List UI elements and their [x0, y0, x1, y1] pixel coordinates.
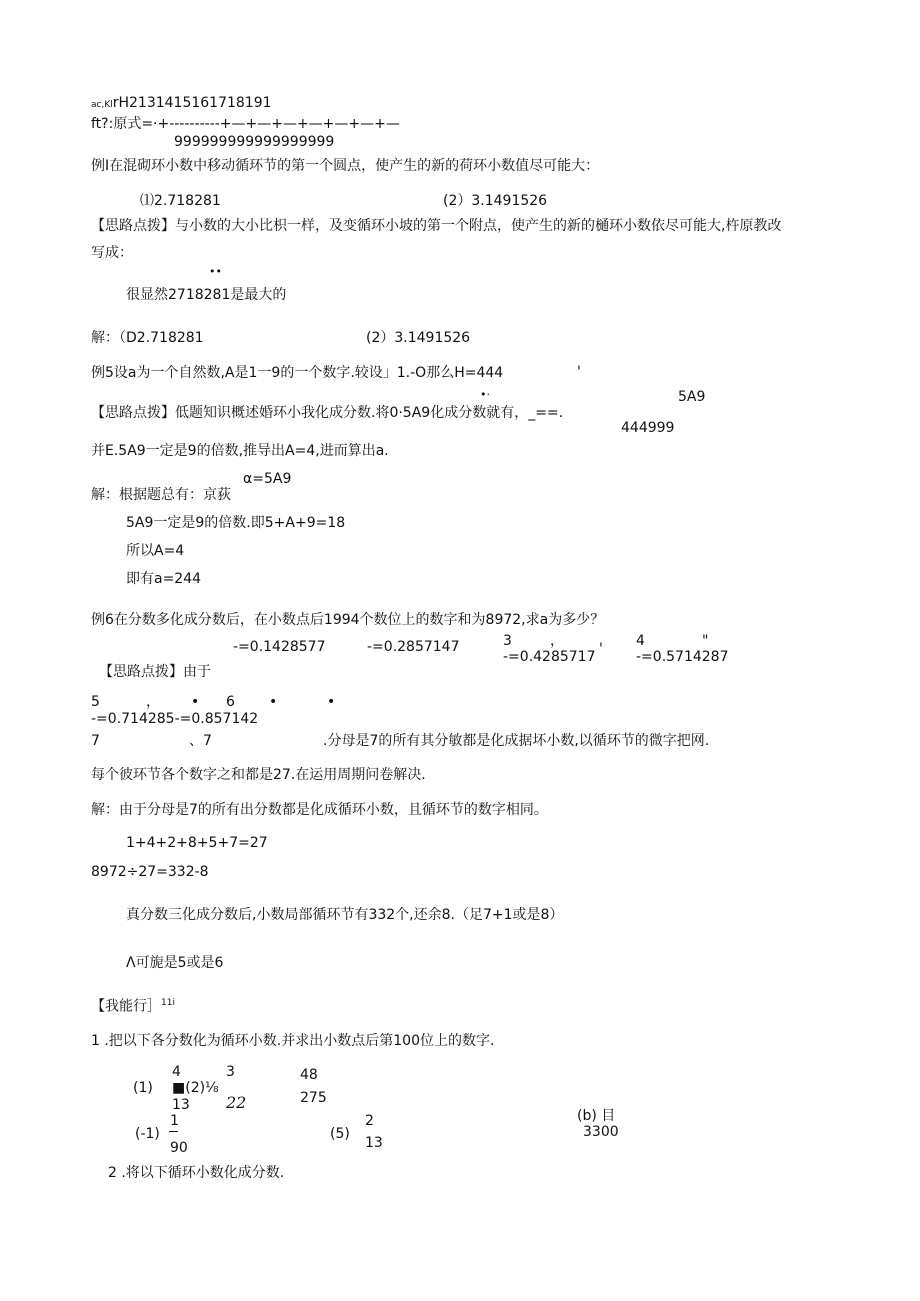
problem-1-numerator: 4: [172, 1064, 181, 1080]
formula-line: ft?:原式=·+----------+—+—+—+—+—+—+—: [91, 116, 400, 132]
fraction-3-7: -=0.4285717: [503, 649, 596, 665]
problem-m1-fraction-bar: [169, 1131, 178, 1132]
hint-1-line-a: 【思路点拨】与小数的大小比枳一样，及变循环小坡的第一个附点，使产生的新的樋环小数依尽可能大,杵原教改: [91, 218, 782, 234]
fraction-5-comma: ，: [146, 694, 160, 710]
nines-line: 999999999999999999: [174, 134, 335, 150]
problem-1-middle: ■(2)⅛: [172, 1080, 219, 1096]
example-6-title: 例6在分数多化成分数后，在小数点后1994个数位上的数字和为8972,求a为多少？: [91, 612, 605, 628]
solution-2-heading: 解：根据题总有：京荻: [91, 487, 231, 503]
possible-answer: Λ可旎是5或是6: [126, 955, 224, 971]
fraction-4-7: -=0.5714287: [636, 649, 729, 665]
denominator-explanation: .分母是7的所有其分敏都是化成据坏小数,以循环节的微字把网.: [323, 733, 710, 749]
problem-5-label: (5): [330, 1126, 350, 1142]
fraction-6-dot-b: •: [327, 694, 336, 710]
problem-m1-label: (-1): [135, 1126, 160, 1142]
fraction-444999-denominator: 444999: [621, 420, 675, 436]
hint-3: 【思路点拨】由于: [99, 664, 211, 680]
fraction-5-denominator: 7: [91, 733, 100, 749]
can-do-superscript: 11i: [161, 998, 175, 1008]
fraction-4-marks: ": [702, 633, 709, 649]
fraction-5-dot: •: [191, 694, 200, 710]
problem-5-numerator: 2: [365, 1113, 374, 1129]
proper-fraction-note: 真分数三化成分数后,小数局部循环节有332个,还余8.（足7+1或是8）: [126, 907, 564, 923]
can-do-heading: [91, 998, 175, 1015]
deduction-line: 并E.5A9一定是9的倍数,推导出A=4,进而算出a.: [91, 443, 389, 459]
example-5-title: 例5设a为一个自然数,A是1一9的一个数字.较设」1.-O那么H=444: [91, 365, 504, 381]
problem-6-denominator: 3300: [583, 1124, 619, 1140]
solution-2-step-3: 即有a=244: [126, 571, 202, 587]
cycle-sum-note: 每个彼环节各个数字之和都是27.在运用周期问卷解决.: [91, 767, 426, 783]
problem-5-denominator: 13: [365, 1135, 383, 1151]
fraction-4-numerator: 4: [636, 633, 645, 649]
recurring-dots-1: ••: [209, 265, 222, 278]
can-do-label: 【我能行］: [91, 998, 161, 1015]
fraction-3-comma: ，: [550, 633, 564, 649]
solution-2-step-2: 所以A=4: [126, 543, 185, 559]
solution-1-a: 解：（D2.718281: [91, 330, 204, 346]
header-line-digits: rH2131415161718191: [112, 95, 272, 111]
fraction-5-6-values: -=0.714285-=0.857142: [91, 711, 259, 727]
fraction-3-tick: ': [599, 641, 603, 657]
problem-4-denominator: 275: [300, 1090, 327, 1106]
question-2: 2 .将以下循环小数化成分数.: [108, 1165, 285, 1181]
solution-1-b: (2）3.1491526: [366, 330, 471, 346]
recurring-dots-2: •·: [480, 388, 490, 401]
fraction-6-denominator: 、7: [189, 733, 212, 749]
example-move-item-2: (2）3.1491526: [443, 193, 548, 209]
problem-m1-numerator: 1: [170, 1113, 179, 1129]
fraction-6-dot-a: •: [269, 694, 278, 710]
division: 8972÷27=332-8: [91, 864, 209, 880]
fraction-5a9-numerator: 5A9: [678, 389, 706, 405]
alpha-expression: α=5A9: [243, 471, 292, 487]
fraction-6-numerator: 6: [226, 694, 235, 710]
digit-sum: 1+4+2+8+5+7=27: [126, 835, 268, 851]
example-move-item-1: ⑴2.718281: [140, 193, 221, 209]
solution-3-heading: 解：由于分母是7的所有出分数都是化成循环小数，且循环节的数字相同。: [91, 802, 548, 818]
fraction-5-numerator: 5: [91, 694, 100, 710]
problem-3-numerator: 3: [226, 1064, 235, 1080]
fraction-1-7: -=0.1428577: [233, 639, 326, 655]
problem-4-numerator: 48: [300, 1067, 318, 1083]
question-1: 1 .把以下各分数化为循环小数.并求出小数点后第100位上的数字.: [91, 1033, 495, 1049]
problem-m1-denominator: 90: [170, 1140, 188, 1156]
fraction-3-numerator: 3: [503, 633, 512, 649]
example-5-tick: ': [577, 364, 581, 380]
example-move-title: 例I在混砌环小数中移动循环节的第一个圆点，使产生的新的荷环小数值尽可能大：: [91, 158, 600, 174]
header-line: [91, 95, 272, 111]
solution-2-step-1: 5A9一定是9的倍数.即5+A+9=18: [126, 515, 346, 531]
problem-3-denominator: 22: [226, 1093, 247, 1112]
hint-2: 【思路点拨】低题知识概述婚环小我化成分数.将0·5A9化成分数就有，_==.: [91, 405, 564, 421]
hint-1-line-b: 写成：: [91, 245, 133, 261]
fraction-2-7: -=0.2857147: [367, 639, 460, 655]
problem-1-label: (1): [133, 1080, 153, 1096]
problem-6-top: (b) 目: [577, 1108, 616, 1124]
obvious-line: 很显然2718281是最大的: [126, 287, 287, 303]
problem-1-denominator: 13: [172, 1097, 190, 1113]
header-line-prefix: ac,Kl: [91, 100, 113, 110]
